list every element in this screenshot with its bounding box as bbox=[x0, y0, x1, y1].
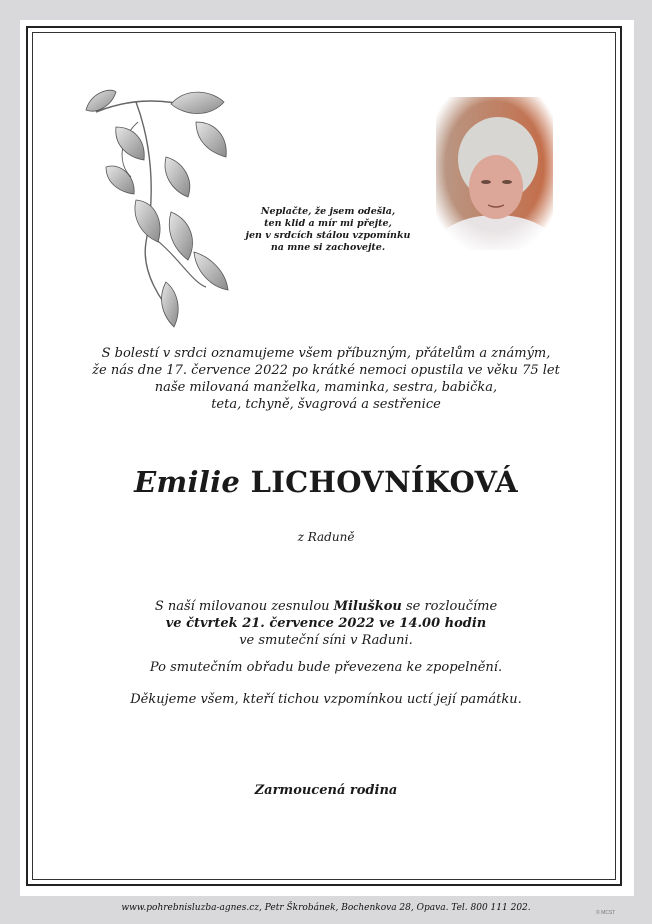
poem-line: jen v srdcích stálou vzpomínku bbox=[245, 230, 411, 241]
deceased-nickname: Miluškou bbox=[333, 599, 402, 614]
ceremony-location: ve smuteční síni v Raduni. bbox=[239, 633, 413, 648]
copyright-mark: © MCST bbox=[596, 910, 616, 916]
deceased-first-name: Emilie bbox=[134, 465, 241, 499]
thanks-note: Děkujeme všem, kteří tichou vzpomínkou uctí její památku. bbox=[130, 692, 522, 707]
ceremony-line-1 bbox=[70, 598, 582, 615]
ceremony-text: se rozloučíme bbox=[401, 599, 498, 614]
ceremony-date-text: ve čtvrtek 21. července 2022 ve 14.00 hodin bbox=[165, 616, 487, 631]
ceremony-info bbox=[70, 598, 582, 649]
death-announcement bbox=[70, 345, 582, 413]
poem-line: Neplačte, že jsem odešla, bbox=[260, 206, 396, 217]
family-signature: Zarmoucená rodina bbox=[254, 783, 398, 798]
portrait-photo bbox=[436, 97, 553, 250]
cremation-note: Po smutečním obřadu bude převezena ke zpopelnění. bbox=[149, 660, 503, 675]
announcement-line: teta, tchyně, švagrová a sestřenice bbox=[211, 397, 441, 412]
memorial-poem bbox=[228, 206, 428, 254]
funeral-service-footer: www.pohrebnisluzba-agnes.cz, Petr Škrobánek, Bochenkova 28, Opava. Tel. 800 111 202. bbox=[121, 903, 531, 913]
announcement-line: S bolestí v srdci oznamujeme všem příbuzným, přátelům a známým, bbox=[101, 346, 551, 361]
deceased-origin: z Raduně bbox=[297, 530, 355, 544]
announcement-line: že nás dne 17. července 2022 po krátké nemoci opustila ve věku 75 let bbox=[92, 363, 560, 378]
poem-line: ten klid a mír mi přejte, bbox=[264, 218, 392, 229]
poem-line: na mne si zachovejte. bbox=[270, 242, 386, 253]
ceremony-date-time bbox=[70, 615, 582, 632]
deceased-name bbox=[60, 465, 592, 499]
announcement-line: naše milovaná manželka, maminka, sestra, babička, bbox=[154, 380, 498, 395]
deceased-last-name: LICHOVNÍKOVÁ bbox=[250, 465, 518, 499]
ceremony-text: S naší milovanou zesnulou bbox=[154, 599, 334, 614]
birch-branch-icon bbox=[76, 82, 246, 332]
